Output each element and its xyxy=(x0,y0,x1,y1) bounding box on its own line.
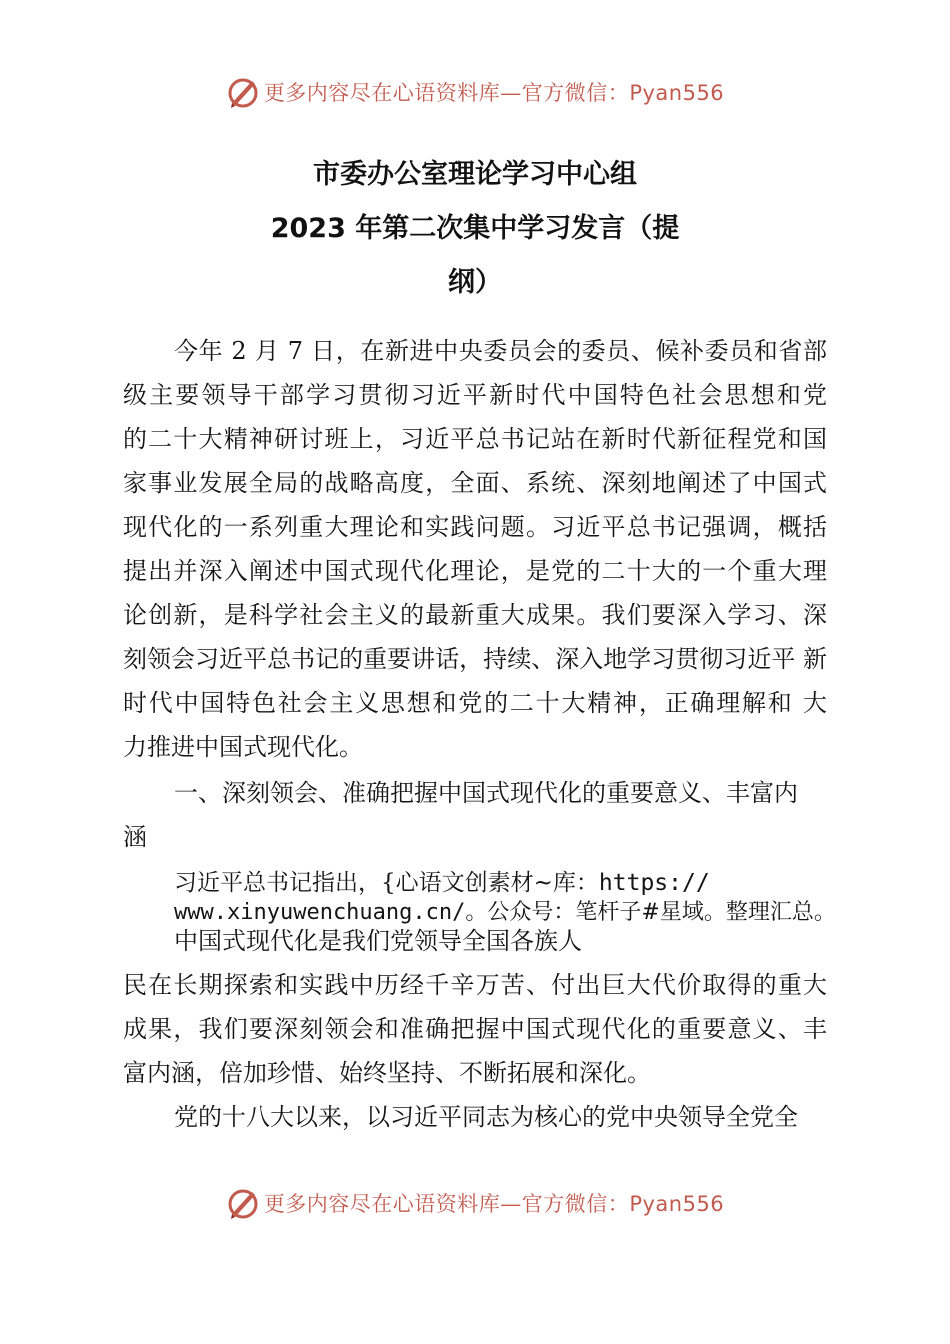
paragraph-2-text: 习近平总书记指出，{心语文创素材~库： xyxy=(174,870,599,896)
paragraph-2-line xyxy=(174,868,710,898)
paragraph-2-line xyxy=(174,898,836,928)
banner-label xyxy=(264,77,724,107)
paragraph-1-line: 级主要领导干部学习贯彻习近平新时代中国特色社会思想和党 xyxy=(123,381,827,409)
banner-text: 更多内容尽在心语资料库—官方微信： xyxy=(263,1192,630,1216)
banner-wechat-id: Pyan556 xyxy=(629,1192,725,1216)
paragraph-2-line: 中国式现代化是我们党领导全国各族人 xyxy=(174,927,582,955)
banner-text: 更多内容尽在心语资料库—官方微信： xyxy=(263,81,630,105)
brush-logo-icon xyxy=(226,75,260,109)
paragraph-3-line: 党的十八大以来，以习近平同志为核心的党中央领导全党全 xyxy=(174,1103,798,1131)
paragraph-1-line: 论创新，是科学社会主义的最新重大成果。我们要深入学习、深 xyxy=(123,601,827,629)
source-url-part: https:// xyxy=(598,870,710,896)
source-url: www.xinyuwenchuang.cn/ xyxy=(174,900,466,925)
paragraph-1-line: 今年 2 月 7 日，在新进中央委员会的委员、候补委员和省部 xyxy=(174,337,827,365)
paragraph-2-text: 。公众号：笔杆子#星域。整理汇总。 xyxy=(465,900,836,925)
paragraph-1-line: 提出并深入阐述中国式现代化理论，是党的二十大的一个重大理 xyxy=(123,557,827,585)
paragraph-2-line: 民在长期探索和实践中历经千辛万苦、付出巨大代价取得的重大 xyxy=(123,971,827,999)
paragraph-2-line: 富内涵，倍加珍惜、始终坚持、不断拓展和深化。 xyxy=(123,1059,651,1087)
title-line-2: 2023 年第二次集中学习发言（提 xyxy=(270,213,680,244)
paragraph-1-line: 时代中国特色社会主义思想和党的二十大精神，正确理解和 大 xyxy=(123,689,827,717)
paragraph-1-line: 的二十大精神研讨班上，习近平总书记站在新时代新征程党和国 xyxy=(123,425,827,453)
section-heading-1-wrap: 涵 xyxy=(123,823,147,851)
header-banner xyxy=(0,72,950,112)
banner-wechat-id: Pyan556 xyxy=(629,81,725,105)
banner-label xyxy=(264,1188,724,1218)
section-heading-1: 一、深刻领会、准确把握中国式现代化的重要意义、丰富内 xyxy=(174,779,798,807)
footer-banner xyxy=(0,1183,950,1223)
title-line-1: 市委办公室理论学习中心组 xyxy=(313,159,637,190)
paragraph-2-line: 成果，我们要深刻领会和准确把握中国式现代化的重要意义、丰 xyxy=(123,1015,827,1043)
paragraph-1-line: 家事业发展全局的战略高度，全面、系统、深刻地阐述了中国式 xyxy=(123,469,827,497)
paragraph-1-line: 现代化的一系列重大理论和实践问题。习近平总书记强调，概括 xyxy=(123,513,827,541)
paragraph-1-line: 刻领会习近平总书记的重要讲话，持续、深入地学习贯彻习近平 新 xyxy=(123,645,827,673)
title-line-3: 纲） xyxy=(448,267,502,298)
brush-logo-icon xyxy=(226,1186,260,1220)
paragraph-1-line: 力推进中国式现代化。 xyxy=(123,733,363,761)
